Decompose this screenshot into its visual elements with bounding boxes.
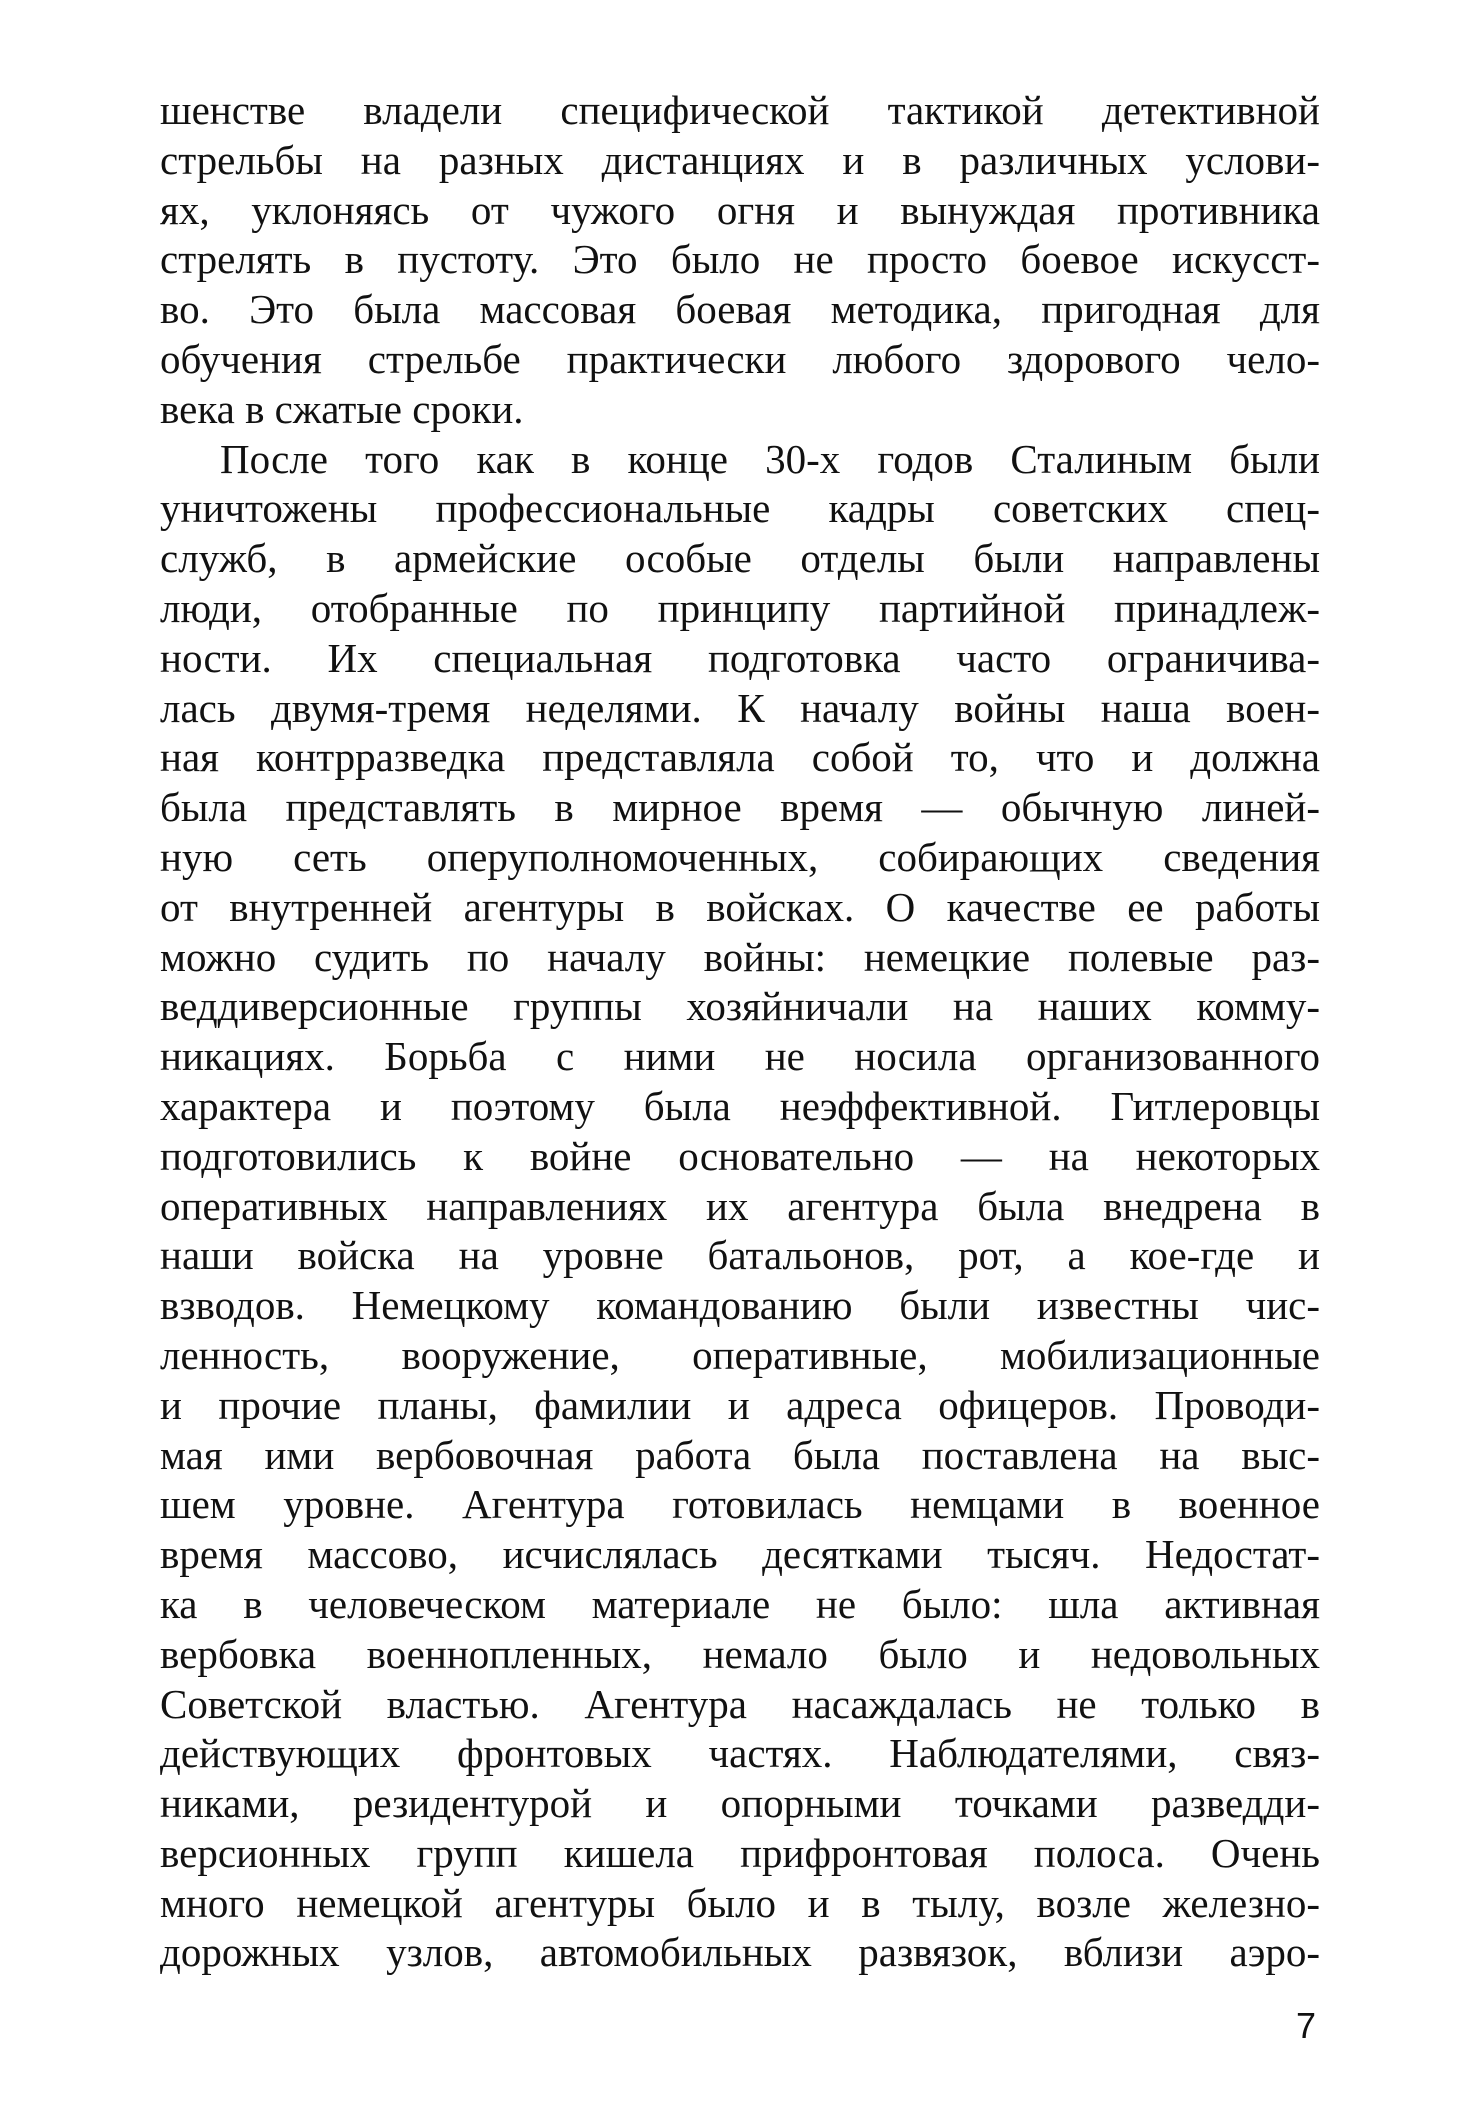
text-line: люди, отобранные по принципу партийной принадлеж- (160, 584, 1320, 631)
text-line: характера и поэтому была неэффективной. Гитлеровцы (160, 1082, 1320, 1129)
text-line: никациях. Борьба с ними не носила организованного (160, 1033, 1320, 1080)
page-body (160, 86, 1320, 1978)
text-line: наши войска на уровне батальонов, рот, а кое-где и (160, 1232, 1320, 1279)
page-number: 7 (1296, 2005, 1317, 2046)
text-line: ности. Их специальная подготовка часто ограничива- (160, 634, 1320, 681)
text-line: время массово, исчислялась десятками тысяч. Недостат- (160, 1531, 1320, 1578)
text-line: ленность, вооружение, оперативные, мобилизационные (160, 1331, 1320, 1378)
paragraph-1 (160, 86, 1320, 435)
text-line: ка в человеческом материале не было: шла активная (160, 1580, 1320, 1627)
text-line: много немецкой агентуры было и в тылу, возле железно- (160, 1879, 1320, 1926)
text-line: действующих фронтовых частях. Наблюдателями, связ- (160, 1730, 1320, 1777)
text-line: обучения стрельбе практически любого здорового чело- (160, 335, 1320, 382)
text-line: дорожных узлов, автомобильных развязок, вблизи аэро- (160, 1929, 1320, 1976)
text-line: была представлять в мирное время — обычную линей- (160, 784, 1320, 831)
text-line: взводов. Немецкому командованию были известны чис- (160, 1282, 1320, 1329)
text-line: версионных групп кишела прифронтовая полоса. Очень (160, 1829, 1320, 1876)
text-line: стрелять в пустоту. Это было не просто боевое искусст- (160, 236, 1320, 283)
text-line: Советской властью. Агентура насаждалась не только в (160, 1680, 1320, 1727)
text-line: стрельбы на разных дистанциях и в различных услови- (160, 136, 1320, 183)
text-line: и прочие планы, фамилии и адреса офицеров. Проводи- (160, 1381, 1320, 1428)
text-line: После того как в конце 30-х годов Сталиным были (220, 435, 1320, 482)
paragraph-2 (160, 435, 1320, 1979)
text-line: шенстве владели специфической тактикой детективной (160, 87, 1320, 133)
text-line: вербовка военнопленных, немало было и недовольных (160, 1630, 1320, 1677)
text-line: никами, резидентурой и опорными точками разведди- (160, 1780, 1320, 1827)
text-line: мая ими вербовочная работа была поставлена на выс- (160, 1431, 1320, 1478)
text-line: уничтожены профессиональные кадры советских спец- (160, 485, 1320, 532)
text-line: лась двумя-тремя неделями. К началу войны наша воен- (160, 684, 1320, 731)
text-line: от внутренней агентуры в войсках. О качестве ее работы (160, 883, 1320, 930)
text-line: веддиверсионные группы хозяйничали на наших комму- (160, 983, 1320, 1030)
text-line: служб, в армейские особые отделы были направлены (160, 535, 1320, 582)
text-line: ях, уклоняясь от чужого огня и вынуждая противника (160, 186, 1320, 233)
text-line: ная контрразведка представляла собой то, что и должна (160, 734, 1320, 781)
text-line: можно судить по началу войны: немецкие полевые раз- (160, 933, 1320, 980)
text-line: во. Это была массовая боевая методика, пригодная для (160, 286, 1320, 333)
text-line: века в сжатые сроки. (160, 385, 524, 432)
text-line: шем уровне. Агентура готовилась немцами в военное (160, 1481, 1320, 1528)
text-line: ную сеть оперуполномоченных, собирающих сведения (160, 833, 1320, 880)
text-line: оперативных направлениях их агентура была внедрена в (160, 1182, 1320, 1229)
text-line: подготовились к войне основательно — на некоторых (160, 1132, 1320, 1179)
